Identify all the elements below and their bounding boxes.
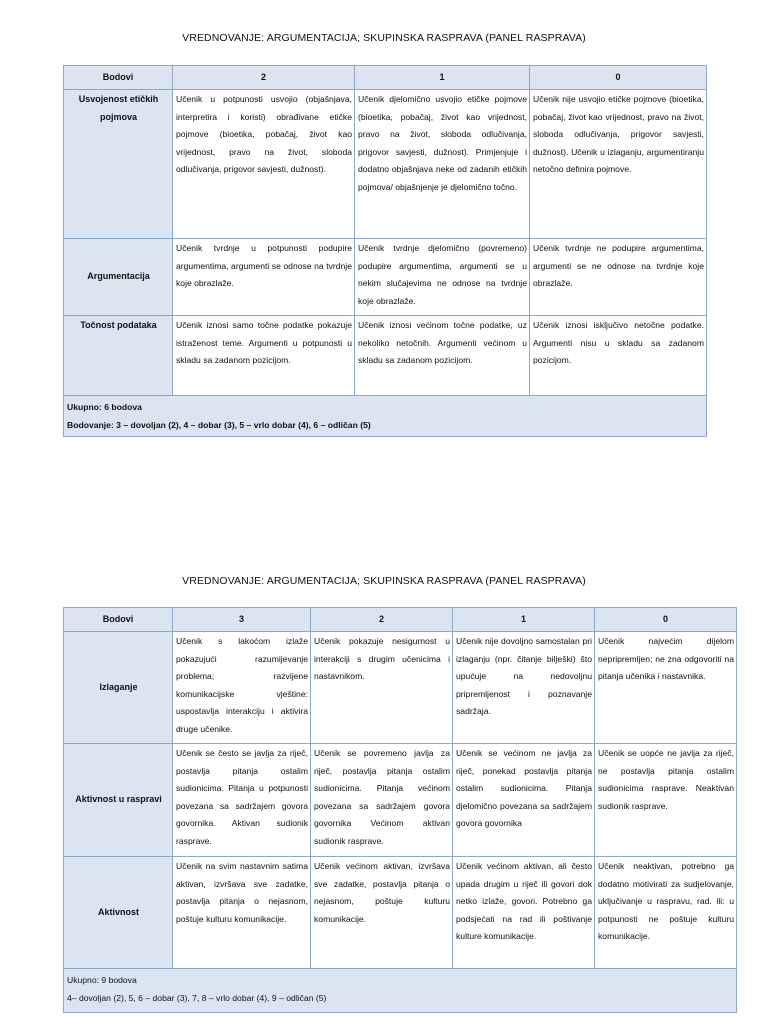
criterion-label: Točnost podataka: [64, 316, 173, 396]
criterion-cell: Učenik se većinom ne javlja za riječ, ponekad postavlja pitanja ostalim sudionicima. Pitanja djelomično povezana sa sadržajem govora govornika: [453, 744, 595, 857]
header-bodovi: Bodovi: [64, 608, 173, 632]
rubric-2-footer: [64, 969, 737, 1013]
criterion-cell: Učenik se uopće ne javlja za riječ, ne postavlja pitanja ostalim sudionicima rasprave. Neaktivan sudionik rasprave.: [595, 744, 737, 857]
rubric-row: [64, 857, 737, 969]
criterion-cell: Učenik iznosi samo točne podatke pokazuje istraženost teme. Argumenti u potpunosti u skladu sa zadanom pozicijom.: [173, 316, 355, 396]
header-score-1: 1: [355, 66, 530, 90]
criterion-cell: Učenik s lakoćom izlaže pokazujući razumijevanje problema; razvijene komunikacijske vještine: uspostavlja interakciju i aktivira druge učenike.: [173, 632, 311, 744]
rubric-row: [64, 90, 707, 239]
header-score-2: 2: [173, 66, 355, 90]
criterion-cell: Učenik najvećim dijelom nepripremljen; ne zna odgovoriti na pitanja učenika i nastavnika.: [595, 632, 737, 744]
header-bodovi: Bodovi: [64, 66, 173, 90]
criterion-cell: Učenik u potpunosti usvojio (objašnjava, interpretira i koristi) obrađivane etičke pojmove (bioetika, pobačaj, život kao vrijednost, pravo na život, sloboda odlučivanja, prigovor savjesti, dužnost).: [173, 90, 355, 239]
criterion-label: Izlaganje: [64, 632, 173, 744]
rubric-row: [64, 744, 737, 857]
criterion-label: Usvojenost etičkih pojmova: [64, 90, 173, 239]
criterion-cell: Učenik iznosi većinom točne podatke, uz nekoliko netočnih. Argumenti većinom u skladu sa zadanom pozicijom.: [355, 316, 530, 396]
criterion-cell: Učenik većinom aktivan, izvršava sve zadatke, postavlja pitanja o nejasnom, poštuje kulturu komunikacije.: [311, 857, 453, 969]
rubric-1-header-row: [64, 66, 707, 90]
rubric-1-title: VREDNOVANJE: ARGUMENTACIJA; SKUPINSKA RASPRAVA (PANEL RASPRAVA): [182, 32, 586, 44]
criterion-cell: Učenik tvrdnje ne podupire argumentima, argumenti se ne odnose na tvrdnje koje obrazlaže.: [530, 239, 707, 316]
criterion-cell: Učenik na svim nastavnim satima aktivan, izvršava sve zadatke, postavlja pitanja o nejasnom, poštuje kulturu komunikacije.: [173, 857, 311, 969]
header-score-0: 0: [530, 66, 707, 90]
criterion-cell: Učenik djelomično usvojio etičke pojmove (bioetika, pobačaj, život kao vrijednost, pravo na život, sloboda odlučivanja, prigovor savjesti, dužnost). Primjenjuje i dodatno objašnjava neke od zadanih etičkih pojmova/ objašnjenje je djelomično točno.: [355, 90, 530, 239]
criterion-cell: Učenik tvrdnje u potpunosti podupire argumentima, argumenti se odnose na tvrdnje koje obrazlaže.: [173, 239, 355, 316]
rubric-row: [64, 632, 737, 744]
rubric-2-table: [63, 607, 737, 1013]
header-score-1: 1: [453, 608, 595, 632]
rubric-2-footer-row: [64, 969, 737, 1013]
header-score-0: 0: [595, 608, 737, 632]
grading-scale: 4– dovoljan (2), 5, 6 – dobar (3), 7, 8 – vrlo dobar (4), 9 – odličan (5): [67, 993, 327, 1003]
total-points: Ukupno: 9 bodova: [67, 975, 137, 985]
rubric-2-title: VREDNOVANJE: ARGUMENTACIJA; SKUPINSKA RASPRAVA (PANEL RASPRAVA): [182, 575, 586, 587]
rubric-1-footer: [64, 396, 707, 437]
criterion-cell: Učenik neaktivan, potrebno ga dodatno motivirati za sudjelovanje, uključivanje u raspravu, rad. ili: u potpunosti ne poštuje kulturu komunikacije.: [595, 857, 737, 969]
criterion-cell: Učenik većinom aktivan, ali često upada drugim u riječ ili govori dok netko izlaže, govori. Potrebno ga podsjećati na rad ili poštivanje kulture komunikacije.: [453, 857, 595, 969]
total-points: Ukupno: 6 bodova: [67, 402, 142, 412]
rubric-row: [64, 239, 707, 316]
criterion-cell: Učenik se povremeno javlja za riječ, postavlja pitanja ostalim sudionicima. Pitanja većinom povezana sa sadržajem govora govornika Većinom aktivan sudionik rasprave.: [311, 744, 453, 857]
criterion-cell: Učenik tvrdnje djelomično (povremeno) podupire argumentima, argumenti se u nekim slučajevima ne odnose na tvrdnje koje obrazlaže.: [355, 239, 530, 316]
rubric-1-table: [63, 65, 707, 437]
criterion-cell: Učenik pokazuje nesigurnost u interakciji s drugim učenicima i nastavnikom.: [311, 632, 453, 744]
grading-scale: Bodovanje: 3 – dovoljan (2), 4 – dobar (3), 5 – vrlo dobar (4), 6 – odličan (5): [67, 420, 371, 430]
criterion-cell: Učenik nije usvojio etičke pojmove (bioetika, pobačaj, život kao vrijednost, pravo na život, sloboda odlučivanja, prigovor savjesti, dužnost). Učenik u izlaganju, argumentiranju netočno definira pojmove.: [530, 90, 707, 239]
criterion-cell: Učenik iznosi isključivo netočne podatke. Argumenti nisu u skladu sa zadanom pozicijom.: [530, 316, 707, 396]
criterion-cell: Učenik se često se javlja za riječ, postavlja pitanja ostalim sudionicima. Pitanja u potpunosti povezana sa sadržajem govora govornika. Aktivan sudionik rasprave.: [173, 744, 311, 857]
header-score-2: 2: [311, 608, 453, 632]
rubric-2-header-row: [64, 608, 737, 632]
header-score-3: 3: [173, 608, 311, 632]
criterion-label: Argumentacija: [64, 239, 173, 316]
rubric-row: [64, 316, 707, 396]
criterion-cell: Učenik nije dovoljno samostalan pri izlaganju (npr. čitanje bilješki) što upućuje na nedovoljnu pripremljenost i poznavanje sadržaja.: [453, 632, 595, 744]
rubric-1-footer-row: [64, 396, 707, 437]
criterion-label: Aktivnost u raspravi: [64, 744, 173, 857]
criterion-label: Aktivnost: [64, 857, 173, 969]
